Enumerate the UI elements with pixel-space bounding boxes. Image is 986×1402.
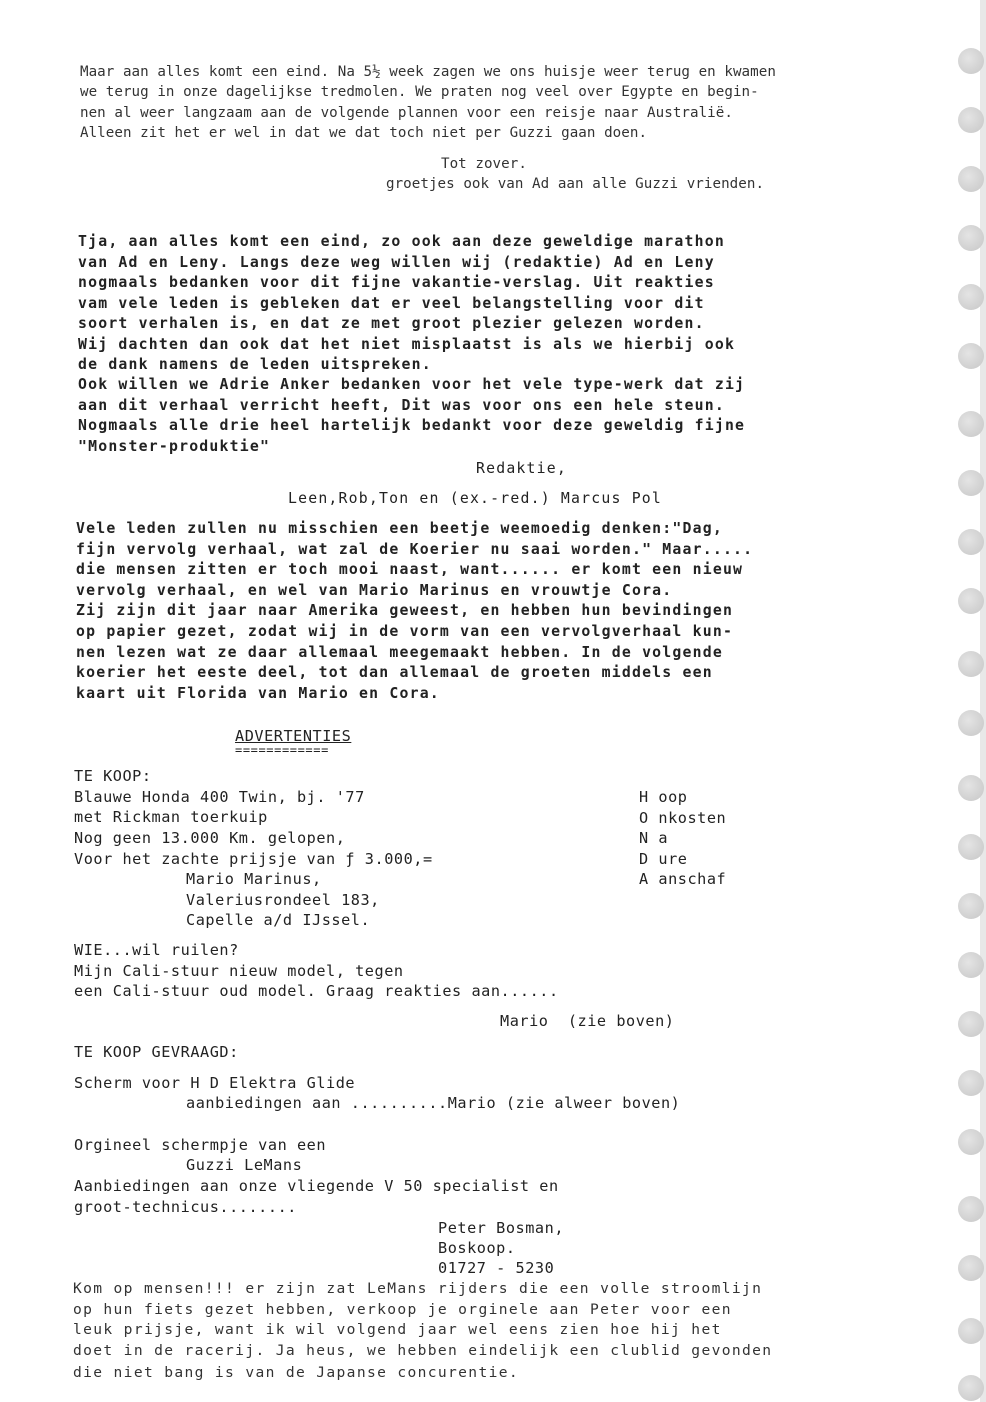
text-line: "Monster-produktie" [78,438,271,455]
text-line: fijn vervolg verhaal, wat zal de Koerier nu saai worden." Maar..... [76,541,754,558]
ad-line: Aanbiedingen aan onze vliegende V 50 specialist en [74,1177,559,1195]
binder-punch-hole-icon [958,1375,984,1401]
ad-line: WIE...wil ruilen? [74,941,239,959]
binder-punch-hole-icon [958,166,984,192]
closing-line: Tot zover. [441,156,527,172]
closing-line: groetjes ook van Ad aan alle Guzzi vrienden. [386,176,765,192]
signature-line: Leen,Rob,Ton en (ex.-red.) Marcus Pol [288,490,663,507]
ad-line: Nog geen 13.000 Km. gelopen, [74,829,346,847]
binder-punch-hole-icon [958,1011,984,1037]
text-line: op papier gezet, zodat wij in de vorm van een vervolgverhaal kun- [76,623,734,640]
ad-line: Orgineel schermpje van een [74,1136,327,1154]
ad-line: Blauwe Honda 400 Twin, bj. '77 [74,788,365,806]
text-line: vam vele leden is gebleken dat er veel belangstelling voor dit [78,295,705,312]
binder-punch-hole-icon [958,1318,984,1344]
binder-punch-hole-icon [958,1196,984,1222]
text-line: de dank namens de leden uitspreken. [78,356,432,373]
text-line: Kom op mensen!!! er zijn zat LeMans rijders die een volle stroomlijn [73,1280,763,1297]
text-line: kaart uit Florida van Mario en Cora. [76,685,440,702]
binder-punch-hole-icon [958,470,984,496]
ad-line: Scherm voor H D Elektra Glide [74,1074,356,1092]
binder-punch-hole-icon [958,48,984,74]
punch-hole-strip [946,0,986,1402]
binder-punch-hole-icon [958,834,984,860]
binder-punch-hole-icon [958,775,984,801]
acronym-line: A anschaf [639,870,727,888]
ad-title: TE KOOP GEVRAAGD: [74,1043,239,1061]
text-line: die niet bang is van de Japanse concurentie. [73,1364,519,1381]
text-line: Alleen zit het er wel in dat we dat toch niet per Guzzi gaan doen. [80,125,648,141]
contact-line: Boskoop. [438,1239,516,1257]
acronym-line: H oop [639,788,688,806]
binder-punch-hole-icon [958,952,984,978]
binder-punch-hole-icon [958,710,984,736]
text-line: Maar aan alles komt een eind. Na 5½ week zagen we ons huisje weer terug en kwamen [80,64,776,80]
text-line: op hun fiets gezet hebben, verkoop je orginele aan Peter voor een [73,1301,732,1318]
ad-line: groot-technicus........ [74,1198,297,1216]
ad-line: Capelle a/d IJssel. [186,911,371,929]
ad-line: aanbiedingen aan ..........Mario (zie alweer boven) [186,1094,681,1112]
binder-punch-hole-icon [958,343,984,369]
text-line: nogmaals bedanken voor dit fijne vakantie-verslag. Uit reakties [78,274,715,291]
binder-punch-hole-icon [958,1070,984,1096]
ad-line: met Rickman toerkuip [74,808,268,826]
binder-punch-hole-icon [958,107,984,133]
text-line: we terug in onze dagelijkse tredmolen. We praten nog veel over Egypte en begin- [80,84,759,100]
ad-line: een Cali-stuur oud model. Graag reakties aan...... [74,982,559,1000]
text-line: koerier het eeste deel, tot dan allemaal de groeten middels een [76,664,713,681]
text-line: die mensen zitten er toch mooi naast, want...... er komt een nieuw [76,561,744,578]
text-line: Vele leden zullen nu misschien een beetje weemoedig denken:"Dag, [76,520,723,537]
ad-line: Valeriusrondeel 183, [186,891,380,909]
text-line: vervolg verhaal, en wel van Mario Marinus en vrouwtje Cora. [76,582,673,599]
text-line: nen lezen wat ze daar allemaal meegemaakt hebben. In de volgende [76,644,723,661]
acronym-line: O nkosten [639,809,727,827]
acronym-line: N a [639,829,669,847]
text-line: Nogmaals alle drie heel hartelijk bedankt voor deze geweldig fijne [78,417,746,434]
signature-line: Redaktie, [476,460,567,477]
text-line: leuk prijsje, want ik wil volgend jaar wel eens zien hoe hij het [73,1321,722,1338]
acronym-line: D ure [639,850,688,868]
text-line: Zij zijn dit jaar naar Amerika geweest, en hebben hun bevindingen [76,602,734,619]
text-line: doet in de racerij. Ja heus, we hebben eindelijk een clublid gevonden [73,1342,773,1359]
text-line: nen al weer langzaam aan de volgende plannen voor een reisje naar Australië. [80,105,733,121]
ad-line: Mario Marinus, [186,870,322,888]
contact-line: Peter Bosman, [438,1219,565,1237]
ad-line: Mijn Cali-stuur nieuw model, tegen [74,962,404,980]
ad-line: Guzzi LeMans [186,1156,303,1174]
text-line: soort verhalen is, en dat ze met groot plezier gelezen worden. [78,315,705,332]
binder-punch-hole-icon [958,529,984,555]
ad-signature: Mario (zie boven) [500,1012,675,1030]
text-line: aan dit verhaal verricht heeft, Dit was voor ons een hele steun. [78,397,725,414]
binder-punch-hole-icon [958,411,984,437]
text-line: Ook willen we Adrie Anker bedanken voor het vele type-werk dat zij [78,376,746,393]
binder-punch-hole-icon [958,893,984,919]
binder-punch-hole-icon [958,225,984,251]
contact-line: 01727 - 5230 [438,1259,555,1277]
binder-punch-hole-icon [958,1255,984,1281]
binder-punch-hole-icon [958,284,984,310]
ads-heading: ADVERTENTIES [235,727,352,745]
ads-heading-rule: ============ [235,743,329,757]
ad-title: TE KOOP: [74,767,152,785]
ad-line: Voor het zachte prijsje van ƒ 3.000,= [74,850,433,868]
text-line: van Ad en Leny. Langs deze weg willen wij (redaktie) Ad en Leny [78,254,715,271]
binder-punch-hole-icon [958,651,984,677]
text-line: Wij dachten dan ook dat het niet misplaatst is als we hierbij ook [78,336,736,353]
binder-punch-hole-icon [958,588,984,614]
text-line: Tja, aan alles komt een eind, zo ook aan deze geweldige marathon [78,233,725,250]
binder-punch-hole-icon [958,1129,984,1155]
